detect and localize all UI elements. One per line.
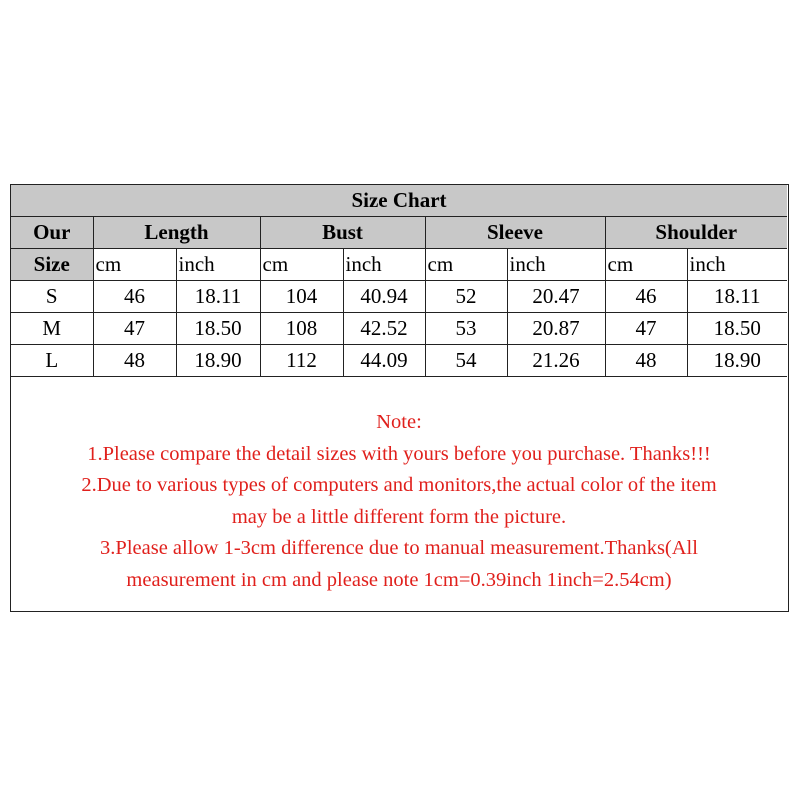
- value-cell: 18.50: [687, 313, 787, 345]
- header-row-groups: [11, 217, 787, 249]
- size-header-top: Our: [11, 217, 93, 249]
- value-cell: 104: [260, 281, 343, 313]
- note-heading: Note:: [376, 411, 422, 433]
- unit-cm: cm: [93, 249, 176, 281]
- table-row: [11, 281, 787, 313]
- notes-section: [11, 407, 787, 596]
- value-cell: 18.90: [176, 345, 260, 377]
- value-cell: 54: [425, 345, 507, 377]
- note-line: 2.Due to various types of computers and monitors,the actual color of the item: [81, 474, 717, 496]
- header-row-units: [11, 249, 787, 281]
- size-header-bottom: Size: [11, 249, 93, 281]
- table-row: [11, 345, 787, 377]
- note-line: measurement in cm and please note 1cm=0.39inch 1inch=2.54cm): [126, 568, 672, 591]
- value-cell: 53: [425, 313, 507, 345]
- value-cell: 108: [260, 313, 343, 345]
- size-cell: L: [11, 345, 93, 377]
- value-cell: 42.52: [343, 313, 425, 345]
- value-cell: 40.94: [343, 281, 425, 313]
- note-line: 1.Please compare the detail sizes with yours before you purchase. Thanks!!!: [87, 442, 711, 465]
- value-cell: 21.26: [507, 345, 605, 377]
- size-cell: S: [11, 281, 93, 313]
- size-chart-table: [11, 185, 787, 377]
- value-cell: 20.87: [507, 313, 605, 345]
- unit-cm: cm: [260, 249, 343, 281]
- value-cell: 46: [93, 281, 176, 313]
- size-chart-frame: [10, 184, 789, 612]
- value-cell: 48: [605, 345, 687, 377]
- value-cell: 18.50: [176, 313, 260, 345]
- unit-inch: inch: [687, 249, 787, 281]
- value-cell: 18.11: [176, 281, 260, 313]
- unit-inch: inch: [343, 249, 425, 281]
- value-cell: 112: [260, 345, 343, 377]
- value-cell: 52: [425, 281, 507, 313]
- title-row: [11, 185, 787, 217]
- length-header: Length: [93, 217, 260, 249]
- sleeve-header: Sleeve: [425, 217, 605, 249]
- value-cell: 48: [93, 345, 176, 377]
- table-row: [11, 313, 787, 345]
- value-cell: 46: [605, 281, 687, 313]
- unit-cm: cm: [605, 249, 687, 281]
- value-cell: 47: [93, 313, 176, 345]
- unit-inch: inch: [507, 249, 605, 281]
- unit-inch: inch: [176, 249, 260, 281]
- value-cell: 18.90: [687, 345, 787, 377]
- value-cell: 18.11: [687, 281, 787, 313]
- note-line: may be a little different form the picture.: [231, 505, 567, 528]
- shoulder-header: Shoulder: [605, 217, 787, 249]
- value-cell: 44.09: [343, 345, 425, 377]
- note-line: 3.Please allow 1-3cm difference due to manual measurement.Thanks(All: [100, 537, 698, 559]
- unit-cm: cm: [425, 249, 507, 281]
- bust-header: Bust: [260, 217, 425, 249]
- value-cell: 47: [605, 313, 687, 345]
- size-cell: M: [11, 313, 93, 345]
- table-title: Size Chart: [11, 185, 787, 217]
- value-cell: 20.47: [507, 281, 605, 313]
